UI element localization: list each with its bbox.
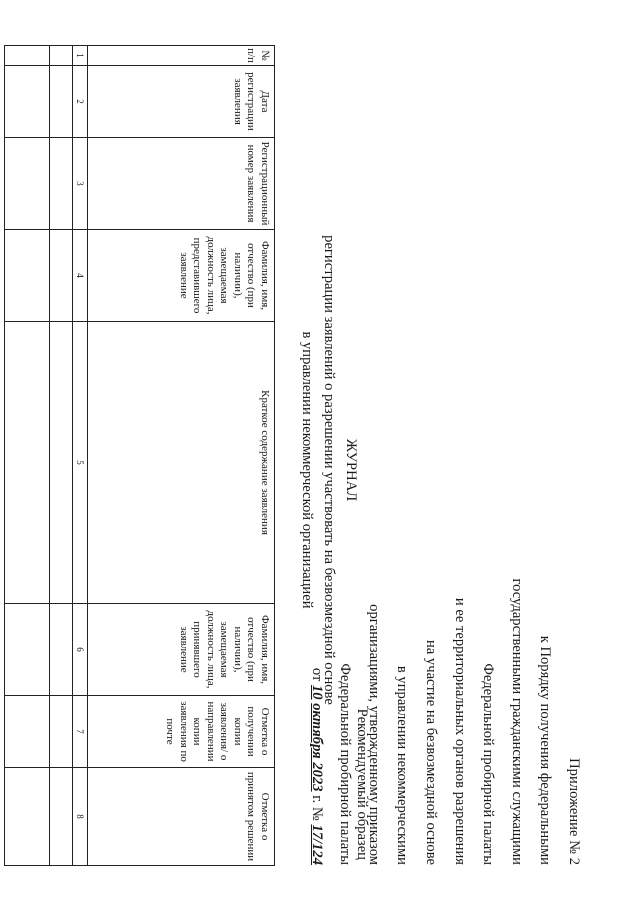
table-cell bbox=[5, 604, 50, 696]
table-cell bbox=[5, 138, 50, 230]
table-row bbox=[50, 46, 73, 866]
header-cell-receiver: Фамилия, имя, отчество (при наличии), замещаемая должность лица, принявшего заявление bbox=[88, 604, 275, 696]
header-line-8: организациями, утвержденному приказом bbox=[365, 604, 382, 865]
header-line-9: Федеральной пробирной палаты bbox=[337, 663, 354, 865]
header-line-1: Приложение № 2 bbox=[566, 758, 582, 865]
journal-subtitle-line-2: в управлении некоммерческой организацией bbox=[299, 331, 315, 609]
table-cell bbox=[5, 768, 50, 866]
header-cell-registration-number: Регистрационный номер заявления bbox=[88, 138, 275, 230]
year-suffix: г. bbox=[308, 795, 325, 804]
journal-subtitle-line-1: регистрации заявлений о разрешении участвовать на безвозмездной основе bbox=[321, 235, 337, 705]
journal-table bbox=[4, 45, 275, 866]
header-cell-registration-date: Дата регистрации заявления bbox=[88, 66, 275, 138]
header-line-5: и ее территориальных органов разрешения bbox=[451, 597, 468, 865]
table-cell bbox=[5, 230, 50, 322]
table-cell bbox=[5, 696, 50, 768]
column-number: 4 bbox=[73, 230, 88, 322]
date-prefix: от bbox=[308, 667, 325, 682]
header-cell-number: № п/п bbox=[88, 46, 275, 66]
table-cell bbox=[50, 46, 73, 66]
column-number: 8 bbox=[73, 768, 88, 866]
table-cell bbox=[50, 322, 73, 604]
column-number: 3 bbox=[73, 138, 88, 230]
header-line-2: к Порядку получения федеральными bbox=[537, 635, 554, 865]
header-line-7: в управлении некоммерческими bbox=[394, 665, 411, 865]
table-cell bbox=[5, 322, 50, 604]
handwritten-month: октября 2023 bbox=[308, 703, 325, 792]
table-cell bbox=[5, 46, 50, 66]
journal-title-block bbox=[296, 140, 362, 800]
table-cell bbox=[50, 138, 73, 230]
table-cell bbox=[50, 768, 73, 866]
handwritten-number: 17/124 bbox=[308, 824, 325, 865]
table-row bbox=[5, 46, 50, 866]
column-number: 6 bbox=[73, 604, 88, 696]
header-line-3: государственными гражданскими служащими bbox=[508, 578, 525, 865]
column-number: 2 bbox=[73, 66, 88, 138]
header-line-6: на участие на безвозмездной основе bbox=[423, 640, 440, 865]
table-header-row bbox=[88, 46, 275, 866]
header-cell-copy-mark: Отметка о получении копии заявления/ о направлении копии заявления по почте bbox=[88, 696, 275, 768]
handwritten-day: 10 bbox=[308, 685, 325, 700]
column-number: 5 bbox=[73, 322, 88, 604]
table-cell bbox=[50, 696, 73, 768]
header-line-4: Федеральной пробирной палаты bbox=[480, 663, 497, 865]
table-cell bbox=[50, 230, 73, 322]
header-cell-applicant: Фамилия, имя, отчество (при наличии), замещаемая должность лица, представившего заявление bbox=[88, 230, 275, 322]
recommended-sample-note: Рекомендуемый образец bbox=[354, 708, 370, 860]
column-number: 7 bbox=[73, 696, 88, 768]
table-cell bbox=[5, 66, 50, 138]
header-cell-decision-mark: Отметка о принятом решении bbox=[88, 768, 275, 866]
header-cell-summary: Краткое содержание заявления bbox=[88, 322, 275, 604]
column-number: 1 bbox=[73, 46, 88, 66]
journal-title: ЖУРНАЛ bbox=[343, 438, 359, 502]
table-cell bbox=[50, 604, 73, 696]
table-cell bbox=[50, 66, 73, 138]
table-row-column-numbers bbox=[73, 46, 88, 866]
number-label: № bbox=[308, 806, 325, 821]
